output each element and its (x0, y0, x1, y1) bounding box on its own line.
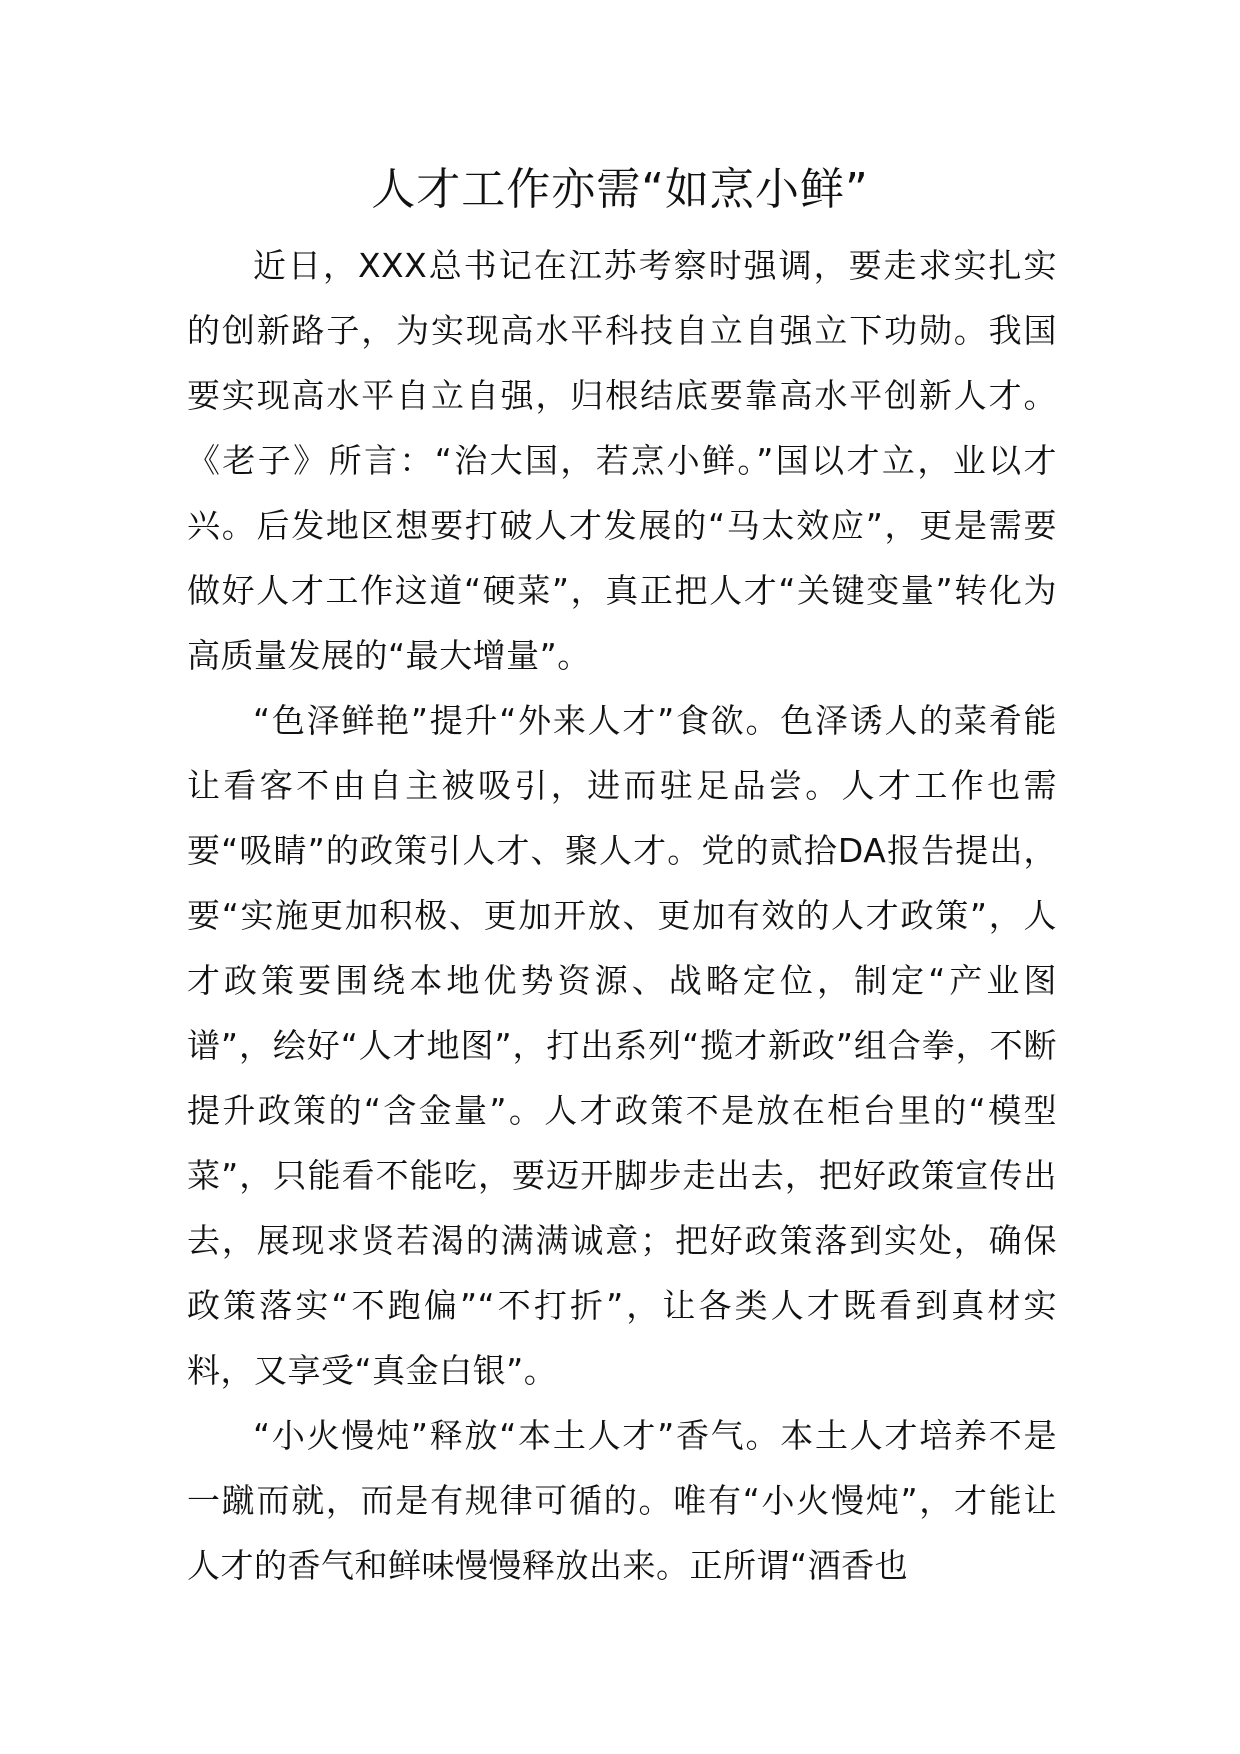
document-title: 人才工作亦需“如烹小鲜” (371, 164, 869, 215)
paragraph-local-talent: “小火慢炖”释放“本土人才”香气。本土人才培养不是一蹴而就，而是有规律可循的。唯有“小火慢炖”，才能让人才的香气和鲜味慢慢释放出来。正所谓“酒香也 (187, 1416, 1057, 1585)
document-body (187, 233, 1057, 1598)
paragraph-intro: 近日，XXX总书记在江苏考察时强调，要走求实扎实的创新路子，为实现高水平科技自立自强立下功勋。我国要实现高水平自立自强，归根结底要靠高水平创新人才。《老子》所言：“治大国，若烹小鲜。”国以才立，业以才兴。后发地区想要打破人才发展的“马太效应”，更是需要做好人才工作这道“硬菜”，真正把人才“关键变量”转化为高质量发展的“最大增量”。 (187, 246, 1057, 675)
paragraph-external-talent: “色泽鲜艳”提升“外来人才”食欲。色泽诱人的菜肴能让看客不由自主被吸引，进而驻足品尝。人才工作也需要“吸睛”的政策引人才、聚人才。党的贰拾DA报告提出，要“实施更加积极、更加开放、更加有效的人才政策”，人才政策要围绕本地优势资源、战略定位，制定“产业图谱”，绘好“人才地图”，打出系列“揽才新政”组合拳，不断提升政策的“含金量”。人才政策不是放在柜台里的“模型菜”，只能看不能吃，要迈开脚步走出去，把好政策宣传出去，展现求贤若渴的满满诚意；把好政策落到实处，确保政策落实“不跑偏”“不打折”，让各类人才既看到真材实料，又享受“真金白银”。 (187, 701, 1057, 1390)
